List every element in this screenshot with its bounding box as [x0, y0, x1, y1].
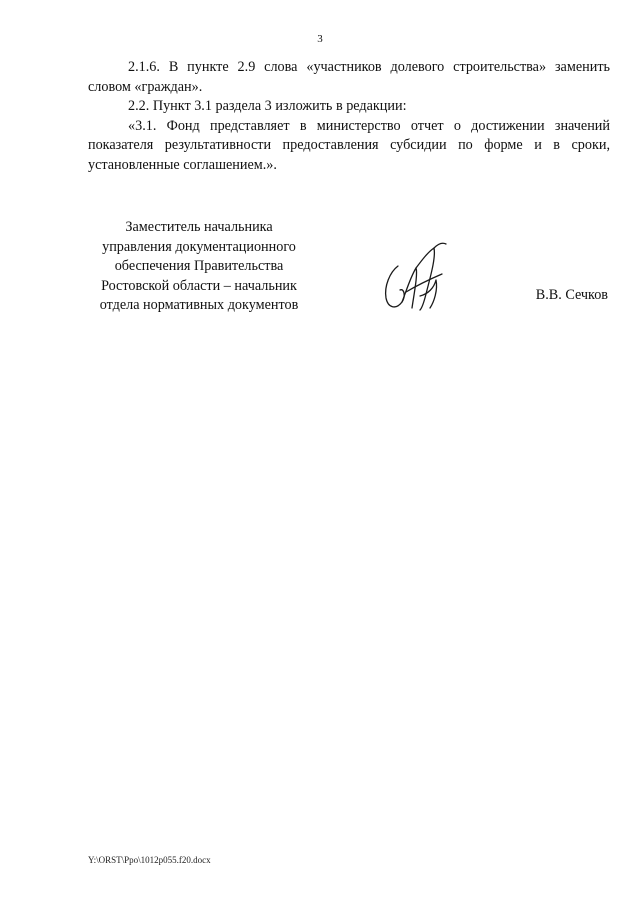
signatory-position-line: управления документационного: [102, 238, 296, 255]
signatory-position-line: обеспечения Правительства: [114, 258, 284, 274]
signatory-position-line: Ростовской области – начальник: [101, 277, 297, 294]
paragraph-2-1-6: 2.1.6. В пункте 2.9 слова «участников долевого строительства» заменить словом «граждан».: [88, 59, 610, 95]
document-body: [88, 58, 610, 175]
paragraph-2-2: 2.2. Пункт 3.1 раздела 3 изложить в редакции:: [128, 98, 407, 114]
signature-block: [88, 218, 610, 318]
signatory-position-line: отдела нормативных документов: [99, 297, 299, 313]
signatory-name: В.В. Сечков: [535, 287, 608, 303]
footer-file-path: Y:\ORST\Ppo\1012p055.f20.docx: [88, 855, 211, 865]
handwritten-signature: [376, 238, 456, 316]
signatory-position: [88, 218, 310, 316]
signatory-position-line: Заместитель начальника: [125, 219, 273, 235]
paragraph-3-1-quote: «3.1. Фонд представляет в министерство отчет о достижении значений показателя результативности предоставления субсидии по форме и в сроки, установленные соглашением.».: [88, 117, 610, 173]
page-number: 3: [317, 33, 323, 45]
